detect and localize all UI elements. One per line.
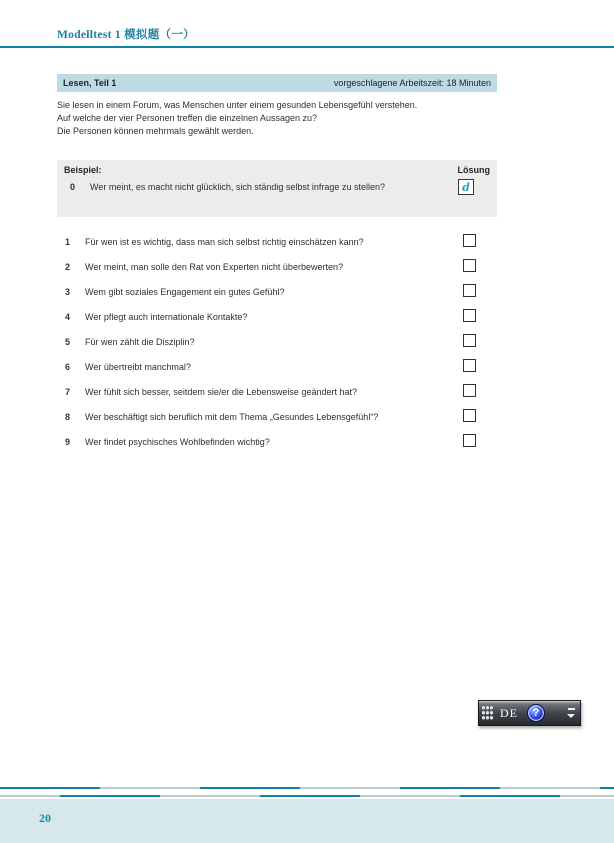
question-number: 2 [65, 262, 71, 272]
answer-checkbox-3[interactable] [463, 284, 476, 297]
answer-checkbox-9[interactable] [463, 434, 476, 447]
example-box [57, 160, 497, 217]
question-number: 5 [65, 337, 71, 347]
footer-divider-top [0, 787, 614, 789]
question-text: Wem gibt soziales Engagement ein gutes Gefühl? [85, 287, 285, 297]
language-button[interactable]: DE [500, 705, 518, 720]
example-question-number: 0 [70, 182, 76, 192]
question-row [57, 405, 497, 430]
page-number: 20 [39, 811, 51, 825]
question-text: Wer meint, man solle den Rat von Experten nicht überbewerten? [85, 262, 343, 272]
question-text: Für wen zählt die Disziplin? [85, 337, 195, 347]
question-number: 1 [65, 237, 71, 247]
question-row [57, 355, 497, 380]
section-header-bar [57, 74, 497, 92]
document-title: Modelltest 1 模拟题（一） [57, 29, 195, 41]
question-number: 3 [65, 287, 71, 297]
help-icon[interactable]: ? [527, 704, 545, 722]
question-text: Wer pflegt auch internationale Kontakte? [85, 312, 248, 322]
question-number: 9 [65, 437, 71, 447]
question-text: Wer übertreibt manchmal? [85, 362, 191, 372]
footer-divider-bottom [0, 795, 614, 797]
question-row [57, 305, 497, 330]
answer-checkbox-2[interactable] [463, 259, 476, 272]
example-label: Beispiel: [64, 165, 102, 175]
question-row [57, 230, 497, 255]
question-row [57, 380, 497, 405]
question-number: 4 [65, 312, 71, 322]
instruction-line: Auf welche der vier Personen treffen die einzelnen Aussagen zu? [57, 113, 318, 123]
question-text: Wer fühlt sich besser, seitdem sie/er die Lebensweise geändert hat? [85, 387, 357, 397]
answer-checkbox-6[interactable] [463, 359, 476, 372]
answer-checkbox-4[interactable] [463, 309, 476, 322]
instructions [57, 99, 502, 138]
answer-checkbox-5[interactable] [463, 334, 476, 347]
minimize-icon[interactable] [568, 708, 575, 710]
question-text: Wer findet psychisches Wohlbefinden wichtig? [85, 437, 270, 447]
example-question-text: Wer meint, es macht nicht glücklich, sich ständig selbst infrage zu stellen? [90, 182, 385, 192]
question-row [57, 280, 497, 305]
question-text: Für wen ist es wichtig, dass man sich selbst richtig einschätzen kann? [85, 237, 364, 247]
header-divider [0, 46, 614, 48]
question-list [57, 230, 497, 455]
question-row [57, 330, 497, 355]
example-answer-box [458, 179, 474, 195]
language-bar[interactable] [478, 700, 581, 726]
instruction-line: Die Personen können mehrmals gewählt werden. [57, 126, 254, 136]
instruction-line: Sie lesen in einem Forum, was Menschen unter einem gesunden Lebensgefühl verstehen. [57, 100, 418, 110]
question-number: 6 [65, 362, 71, 372]
answer-checkbox-1[interactable] [463, 234, 476, 247]
question-number: 8 [65, 412, 71, 422]
question-row [57, 430, 497, 455]
question-row [57, 255, 497, 280]
question-text: Wer beschäftigt sich beruflich mit dem Thema „Gesundes Lebensgefühl“? [85, 412, 379, 422]
grip-handle-icon[interactable] [482, 706, 494, 721]
section-title: Lesen, Teil 1 [63, 78, 117, 88]
language-bar-controls [567, 708, 575, 718]
answer-checkbox-8[interactable] [463, 409, 476, 422]
example-answer-letter: d [462, 180, 470, 194]
question-number: 7 [65, 387, 71, 397]
chevron-down-icon[interactable] [567, 714, 575, 718]
answer-checkbox-7[interactable] [463, 384, 476, 397]
section-time-hint: vorgeschlagene Arbeitszeit: 18 Minuten [333, 78, 491, 88]
solution-label: Lösung [457, 165, 490, 175]
footer-band [0, 799, 614, 843]
